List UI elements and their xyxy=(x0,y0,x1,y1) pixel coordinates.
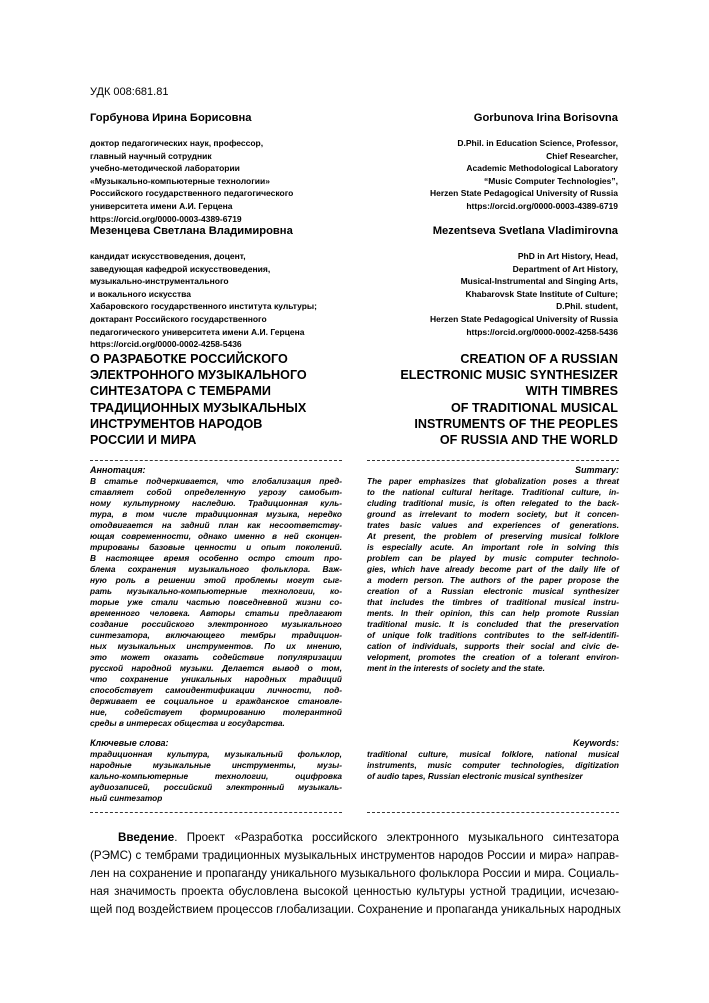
abstract-label-ru: Аннотация: xyxy=(90,465,146,475)
author-2-orcid-ru[interactable]: https://orcid.org/0000-0002-4258-5436 xyxy=(90,339,242,350)
keywords-label-en: Keywords: xyxy=(572,738,619,748)
author-2-affiliation-en: PhD in Art History, Head, Department of Art History, Musical-Instrumental and Singing Arts, Khabarovsk State Institute of Culture; D.Phil. student, Herzen State Pedagogical University of Russia https://orcid.org/0000-0002-4258-5436 xyxy=(356,250,618,338)
divider-keywords-ru-bottom xyxy=(90,812,342,813)
keywords-ru: традиционная культура, музыкальный фольклор, народные музыкальные инструменты, музы- кально-компьютерные технологии, оцифровка аудиозаписей, российский электронный музыкаль- ный синтезатор xyxy=(90,749,342,803)
divider-abstract-en-top xyxy=(367,460,619,461)
divider-keywords-en-bottom xyxy=(367,812,619,813)
title-en: CREATION OF A RUSSIAN ELECTRONIC MUSIC SYNTHESIZER WITH TIMBRES OF TRADITIONAL MUSICAL INSTRUMENTS OF THE PEOPLES OF RUSSIA AND THE WORLD xyxy=(400,352,618,448)
intro-heading: Введение xyxy=(118,831,175,844)
abstract-label-en: Summary: xyxy=(574,465,619,475)
author-1-orcid-ru[interactable]: https://orcid.org/0000-0003-4389-6719 xyxy=(90,213,242,224)
udk-code: УДК 008:681.81 xyxy=(90,86,169,98)
keywords-en: traditional culture, musical folklore, national musical instruments, music computer technologies, digitization of audio tapes, Russian electronic musical synthesizer xyxy=(367,749,619,781)
author-2-affiliation-ru: кандидат искусствоведения, доцент, заведующая кафедрой искусствоведения, музыкально-инструментального и вокального искусства Хабаровского государственного института культуры; доктарант Российского государственного педагогического университета имени А.И. Герцена https://orcid.org/0000-0002-4258-5436 xyxy=(90,250,352,351)
author-1-name-en: Gorbunova Irina Borisovna xyxy=(473,112,618,124)
abstract-en: The paper emphasizes that globalization poses a threat to the national cultural heritage. Traditional culture, in- cluding traditional music, is often relegated to the back- ground as irrelevant to modern society, but it concen- trates basic values and experiences of generations. At present, the problem of preserving musical folklore is especially acute. An important role in solving this problem can be played by music computer technolo- gies, which have already become part of the daily life of a modern person. The authors of the paper propose the creation of a Russian electronic musical synthesizer that includes the timbres of traditional musical instru- ments. In their opinion, this can help promote Russian traditional music. It is concluded that the preservation of unique folk traditions contributes to the self-identifi- cation of individuals, supports their social and civic de- velopment, promotes the creation of a tolerant environ- ment in the interests of society and the state. xyxy=(367,476,619,673)
keywords-label-ru: Ключевые слова: xyxy=(90,738,169,748)
author-2-name-ru: Мезенцева Светлана Владимировна xyxy=(90,225,293,237)
author-1-name-ru: Горбунова Ирина Борисовна xyxy=(90,112,252,124)
title-ru: О РАЗРАБОТКЕ РОССИЙСКОГО ЭЛЕКТРОННОГО МУЗЫКАЛЬНОГО СИНТЕЗАТОРА С ТЕМБРАМИ ТРАДИЦИОННЫХ МУЗЫКАЛЬНЫХ ИНСТРУМЕНТОВ НАРОДОВ РОССИИ И МИРА xyxy=(90,352,307,448)
author-2-name-en: Mezentseva Svetlana Vladimirovna xyxy=(432,225,618,237)
author-1-orcid-en[interactable]: https://orcid.org/0000-0003-4389-6719 xyxy=(466,200,618,211)
abstract-ru: В статье подчеркивается, что глобализация пред- ставляет собой определенную угрозу самобыт- ному культурному наследию. Традиционная куль- тура, в том числе традиционная музыка, нередко отодвигается на задний план как несоответству- ющая современности, однако именно в ней сконцен- трированы базовые ценности и опыт поколений. В настоящее время особенно остро стоит про- блема сохранения музыкального фольклора. Важ- ную роль в решении этой проблемы могут сыг- рать музыкально-компьютерные технологии, ко- торые уже стали частью повседневной жизни со- временного человека. Авторы статьи предлагают создание российского электронного музыкального синтезатора, включающего тембры традицион- ных музыкальных инструментов. По их мнению, это может оказать содействие популяризации русской народной музыки. Делается вывод о том, что сохранение уникальных народных традиций способствует самоидентификации личности, под- держивает ее социальное и гражданское становле- ние, содействует формированию толерантной среды в интересах общества и государства. xyxy=(90,476,342,728)
introduction-paragraph: Введение. Проект «Разработка российского электронного музыкального синтезатора (РЭМС) с тембрами традиционных музыкальных инструментов народов России и мира» направ- лен на сохранение и пропаганду уникального музыкального фольклора России и мира. Социаль- ная значимость проекта обусловлена высокой ценностью культуры устной традиции, исчезаю- щей под воздействием процессов глобализации. Сохранение и пропаганда уникальных народных xyxy=(90,831,621,916)
author-2-orcid-en[interactable]: https://orcid.org/0000-0002-4258-5436 xyxy=(466,326,618,337)
author-1-affiliation-en: D.Phil. in Education Science, Professor, Chief Researcher, Academic Methodological Laboratory “Music Computer Technologies”, Herzen State Pedagogical University of Russia https://orcid.org/0000-0003-4389-6719 xyxy=(356,137,618,213)
divider-abstract-ru-top xyxy=(90,460,342,461)
author-1-affiliation-ru: доктор педагогических наук, профессор, главный научный сотрудник учебно-методической лаборатории «Музыкально-компьютерные технологии» Российского государственного педагогического университета имени А.И. Герцена https://orcid.org/0000-0003-4389-6719 xyxy=(90,137,352,225)
